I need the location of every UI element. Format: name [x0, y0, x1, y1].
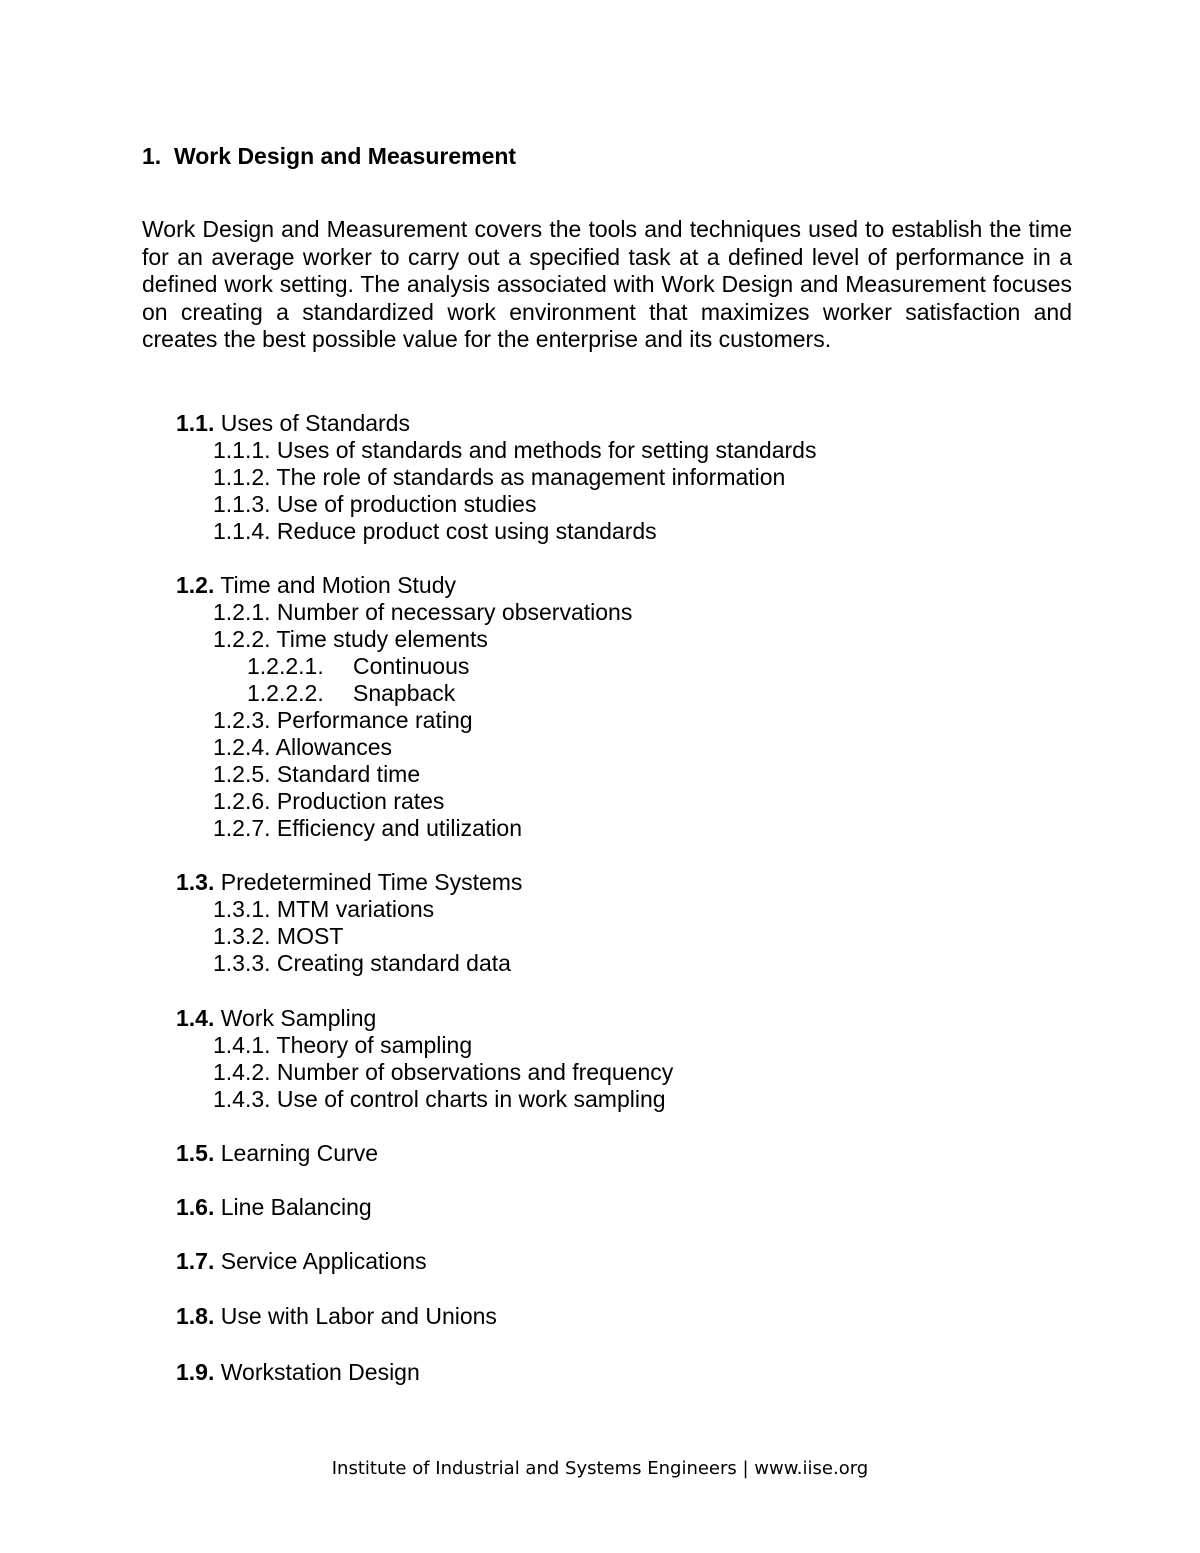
- outline-heading-1-2: 1.2. Time and Motion Study: [176, 572, 457, 598]
- outline-heading-1-6: 1.6. Line Balancing: [176, 1194, 372, 1220]
- outline-item-1-4-1: 1.4.1. Theory of sampling: [213, 1032, 473, 1058]
- outline-item-1-1-2: 1.1.2. The role of standards as management information: [213, 464, 786, 490]
- outline-heading-1-1: 1.1. Uses of Standards: [176, 410, 410, 436]
- outline-item-1-3-3: 1.3.3. Creating standard data: [213, 950, 511, 976]
- intro-paragraph: Work Design and Measurement covers the tools and techniques used to establish the time for an average worker to carry out a specified task at a defined level of performance in a defined work setting. The analysis associated with Work Design and Measurement focuses on creating a standardized work environment that maximizes worker satisfaction and creates the best possible value for the enterprise and its customers.: [142, 216, 1072, 353]
- heading-number: 1.: [142, 143, 162, 169]
- outline-item-1-4-2: 1.4.2. Number of observations and frequency: [213, 1059, 674, 1085]
- outline-item-1-3-2: 1.3.2. MOST: [213, 923, 344, 949]
- outline-heading-1-9: 1.9. Workstation Design: [176, 1359, 420, 1385]
- section-heading: [142, 143, 516, 170]
- outline-item-1-2-7: 1.2.7. Efficiency and utilization: [213, 815, 522, 841]
- outline-item-1-2-2-2: 1.2.2.2. Snapback: [247, 680, 456, 706]
- outline-item-1-2-4: 1.2.4. Allowances: [213, 734, 393, 760]
- outline-heading-1-5: 1.5. Learning Curve: [176, 1140, 379, 1166]
- heading-title: Work Design and Measurement: [173, 143, 517, 169]
- outline-item-1-2-2-1: 1.2.2.1. Continuous: [247, 653, 470, 679]
- outline-item-1-2-5: 1.2.5. Standard time: [213, 761, 421, 787]
- outline-heading-1-4: 1.4. Work Sampling: [176, 1005, 377, 1031]
- outline-item-1-1-3: 1.1.3. Use of production studies: [213, 491, 537, 517]
- outline-item-1-1-4: 1.1.4. Reduce product cost using standards: [213, 518, 657, 544]
- page-footer: Institute of Industrial and Systems Engineers | www.iise.org: [331, 1458, 869, 1479]
- outline-item-1-2-2: 1.2.2. Time study elements: [213, 626, 488, 652]
- outline-item-1-4-3: 1.4.3. Use of control charts in work sampling: [213, 1086, 666, 1112]
- outline-item-1-3-1: 1.3.1. MTM variations: [213, 896, 435, 922]
- outline-item-1-2-3: 1.2.3. Performance rating: [213, 707, 473, 733]
- outline-item-1-1-1: 1.1.1. Uses of standards and methods for setting standards: [213, 437, 817, 463]
- outline-heading-1-8: 1.8. Use with Labor and Unions: [176, 1303, 497, 1329]
- outline-item-1-2-1: 1.2.1. Number of necessary observations: [213, 599, 633, 625]
- outline-item-1-2-6: 1.2.6. Production rates: [213, 788, 445, 814]
- outline-heading-1-7: 1.7. Service Applications: [176, 1248, 427, 1274]
- outline-heading-1-3: 1.3. Predetermined Time Systems: [176, 869, 523, 895]
